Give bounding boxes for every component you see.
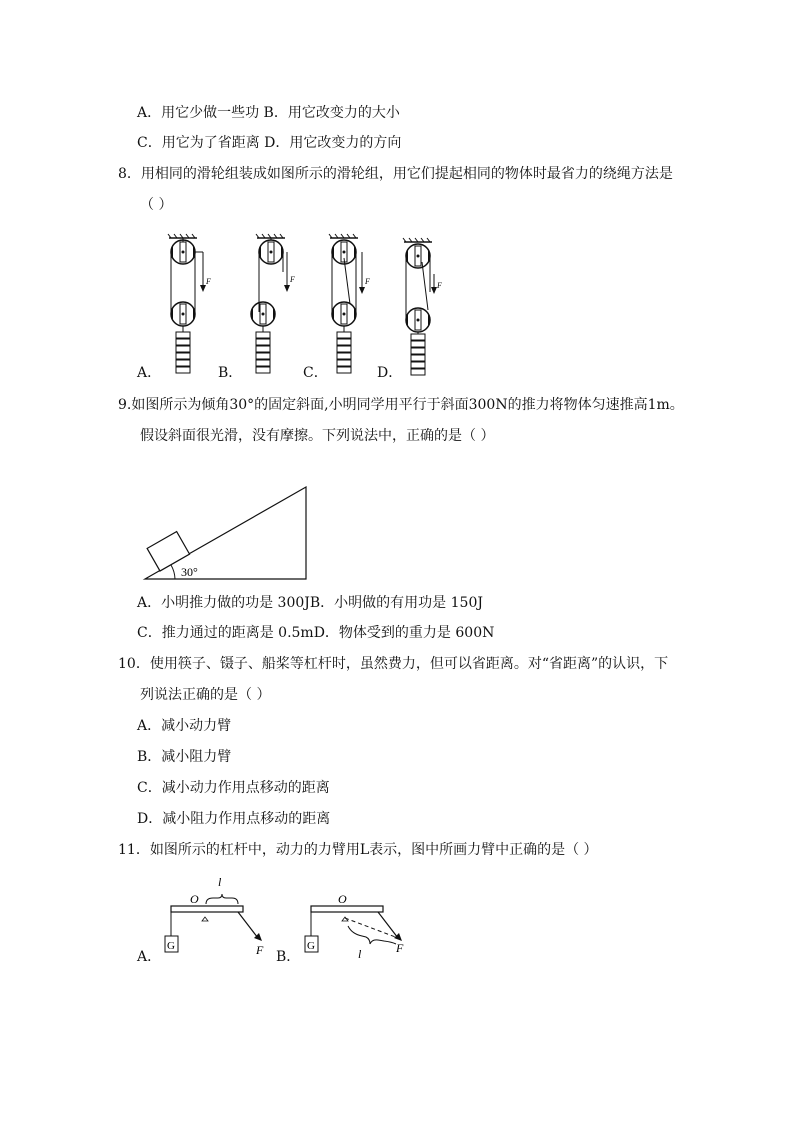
pulley-figures [0, 230, 794, 380]
q10-stem-2: 列说法正确的是（ ） [140, 687, 271, 703]
force-label: F [396, 941, 404, 955]
q9-stem-2: 假设斜面很光滑，没有摩擦。下列说法中，正确的是（ ） [140, 428, 495, 444]
arm-label: l [358, 947, 362, 961]
q11-label-a: A． [137, 949, 162, 965]
force-label: F [365, 277, 370, 286]
pivot-label: O [338, 892, 347, 906]
q9-options-cd: C．推力通过的距离是 0.5mD．物体受到的重力是 600N [137, 625, 495, 641]
q8-label-d: D． [377, 365, 403, 381]
lever-figures [0, 868, 794, 968]
lever-option-b [305, 892, 404, 961]
force-label: F [206, 277, 211, 286]
q8-stem: 8．用相同的滑轮组装成如图所示的滑轮组，用它们提起相同的物体时最省力的绕绳方法是 [118, 166, 673, 182]
q9-options-ab: A．小明推力做的功是 300JB．小明做的有用功是 150J [137, 595, 483, 611]
weight-label: G [307, 940, 315, 952]
q10-option-c: C．减小动力作用点移动的距离 [137, 780, 330, 796]
force-label: F [256, 943, 264, 957]
lever-option-a [165, 875, 264, 957]
force-label: F [290, 275, 295, 284]
q11-stem: 11．如图所示的杠杆中，动力的力臂用L表示，图中所画力臂中正确的是（ ） [118, 842, 598, 858]
q7-options-cd: C．用它为了省距离 D．用它改变力的方向 [137, 135, 402, 151]
q10-option-b: B．减小阻力臂 [137, 749, 232, 765]
q9-stem-1: 9.如图所示为倾角30°的固定斜面,小明同学用平行于斜面300N的推力将物体匀速推高1m。 [118, 397, 684, 413]
angle-label: 30° [181, 565, 198, 579]
pulley-option-d [403, 238, 442, 375]
weight-label: G [167, 940, 175, 952]
q10-option-d: D．减小阻力作用点移动的距离 [137, 811, 331, 827]
q8-label-b: B． [218, 365, 243, 381]
q11-label-b: B． [276, 949, 301, 965]
q7-options-ab: A．用它少做一些功 B．用它改变力的大小 [137, 105, 400, 121]
q8-paren: （ ） [140, 197, 173, 213]
pulley-option-a [168, 234, 211, 373]
q10-option-a: A．减小动力臂 [137, 718, 232, 734]
pivot-label: O [190, 892, 199, 906]
incline-figure [0, 480, 794, 590]
arm-label: l [218, 875, 222, 889]
q10-stem-1: 10．使用筷子、镊子、船桨等杠杆时，虽然费力，但可以省距离。对“省距离”的认识，下 [118, 656, 669, 672]
q8-label-c: C． [303, 365, 328, 381]
q8-label-a: A． [137, 365, 162, 381]
pulley-option-c [329, 234, 370, 373]
pulley-option-b [251, 234, 295, 373]
force-label: F [437, 281, 442, 290]
